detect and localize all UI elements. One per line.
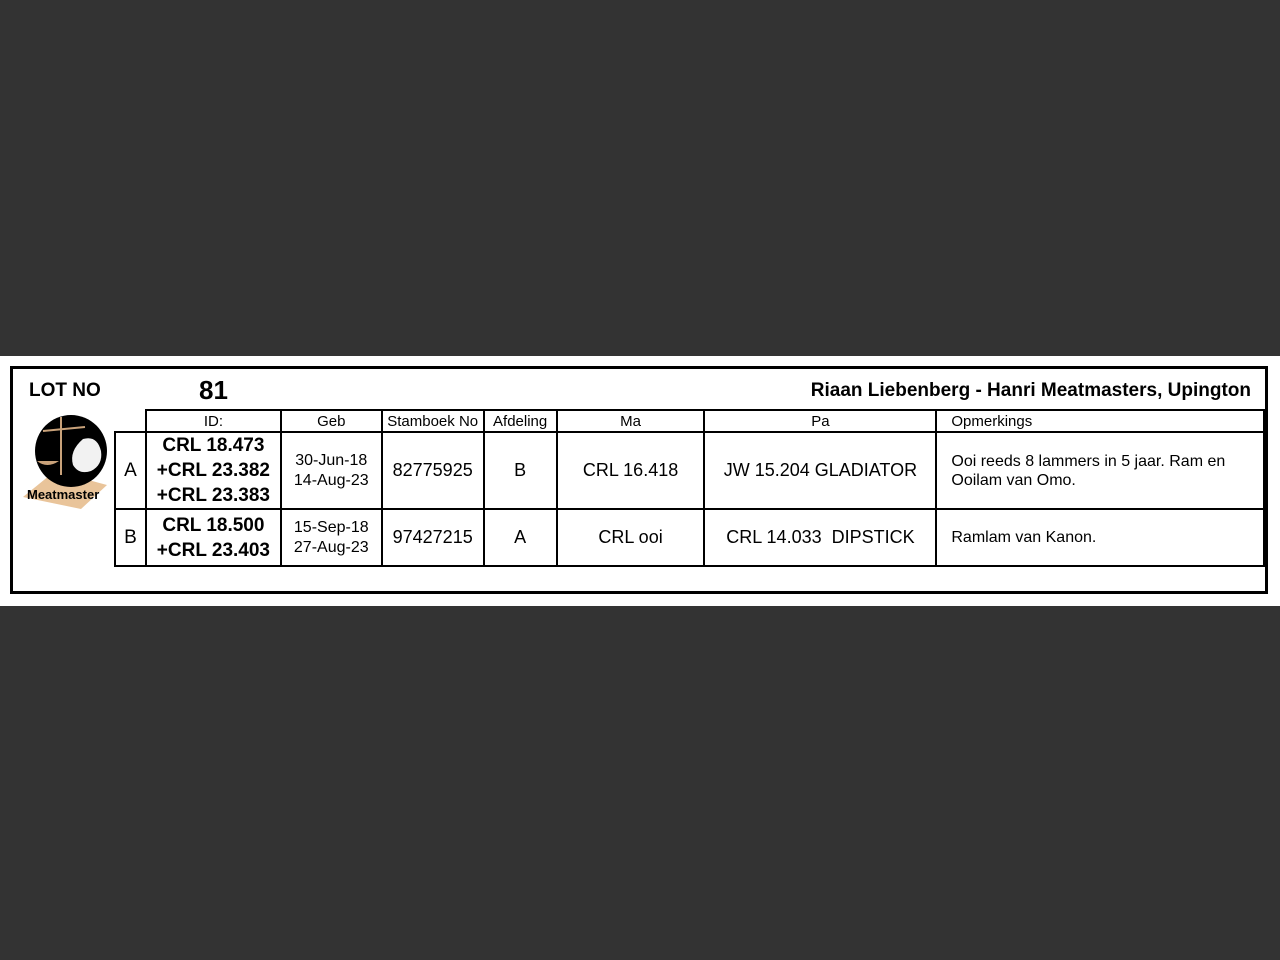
lots-table bbox=[114, 409, 1265, 567]
row-opmerkings bbox=[936, 432, 1264, 509]
header-opmerkings: Opmerkings bbox=[936, 410, 1264, 432]
row-stamboek: 82775925 bbox=[382, 432, 484, 509]
seller-name: Riaan Liebenberg - Hanri Meatmasters, Upington bbox=[810, 380, 1251, 401]
row-stamboek: 97427215 bbox=[382, 509, 484, 566]
row-afdeling: A bbox=[484, 509, 557, 566]
row-opmerkings bbox=[936, 509, 1264, 566]
birth-date: 30-Jun-18 bbox=[295, 451, 368, 469]
row-ma: CRL ooi bbox=[557, 509, 705, 566]
header-geb: Geb bbox=[281, 410, 382, 432]
header-stamboek: Stamboek No bbox=[382, 410, 484, 432]
row-afdeling: B bbox=[484, 432, 557, 509]
row-letter: B bbox=[115, 509, 146, 566]
lot-sheet bbox=[0, 356, 1280, 606]
animal-id: +CRL 23.382 bbox=[156, 460, 270, 481]
header-cell-blank bbox=[115, 410, 146, 432]
table-row bbox=[115, 509, 1264, 566]
remark-line: Ramlam van Kanon. bbox=[951, 529, 1097, 546]
animal-id: CRL 18.500 bbox=[162, 514, 265, 536]
animal-id: CRL 18.473 bbox=[162, 435, 265, 456]
row-pa: CRL 14.033 DIPSTICK bbox=[704, 509, 936, 566]
logo-text: Meatmaster bbox=[27, 487, 100, 502]
row-ids bbox=[146, 509, 281, 566]
birth-date: 14-Aug-23 bbox=[293, 471, 369, 489]
header-id: ID: bbox=[146, 410, 281, 432]
lot-number: 81 bbox=[199, 375, 228, 405]
table-row bbox=[115, 432, 1264, 509]
header-afdeling: Afdeling bbox=[484, 410, 557, 432]
meatmaster-logo bbox=[21, 409, 111, 509]
row-geb bbox=[281, 509, 382, 566]
row-ma: CRL 16.418 bbox=[557, 432, 705, 509]
row-ids bbox=[146, 432, 281, 509]
header-ma: Ma bbox=[557, 410, 705, 432]
row-letter: A bbox=[115, 432, 146, 509]
row-geb bbox=[281, 432, 382, 509]
birth-date: 15-Sep-18 bbox=[293, 518, 369, 536]
lot-frame bbox=[10, 366, 1268, 594]
birth-date: 27-Aug-23 bbox=[293, 538, 369, 556]
animal-id: +CRL 23.403 bbox=[156, 539, 270, 561]
table-header-row bbox=[115, 410, 1264, 432]
header-pa: Pa bbox=[704, 410, 936, 432]
remark-line: Ooi reeds 8 lammers in 5 jaar. Ram en bbox=[951, 452, 1226, 470]
lot-label: LOT NO bbox=[29, 380, 101, 401]
animal-id: +CRL 23.383 bbox=[156, 485, 270, 506]
row-pa: JW 15.204 GLADIATOR bbox=[704, 432, 936, 509]
remark-line: Ooilam van Omo. bbox=[951, 471, 1076, 489]
